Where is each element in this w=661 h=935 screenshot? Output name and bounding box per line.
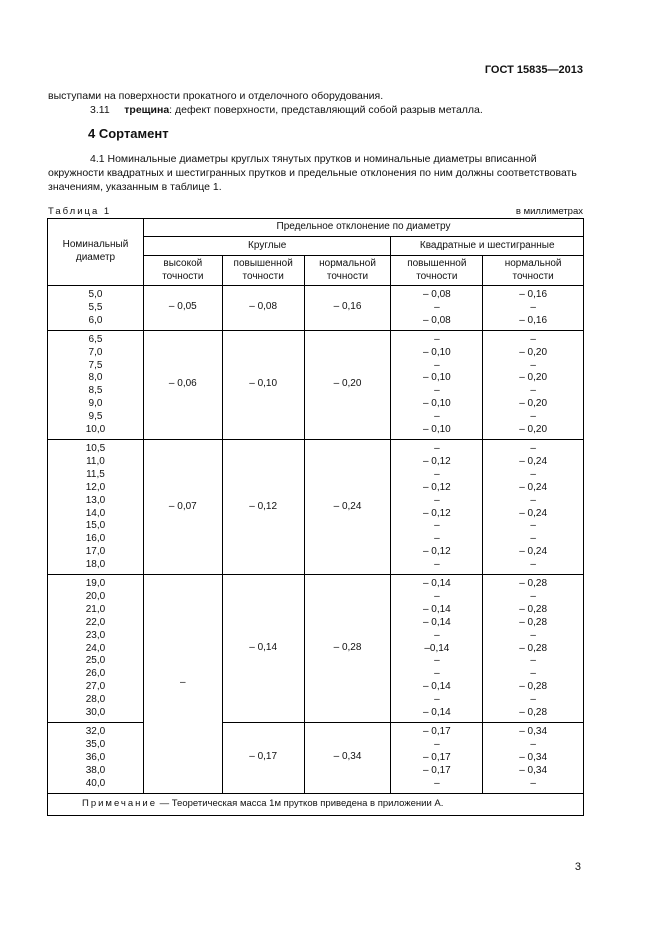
cell-line: – 0,20 [519, 424, 548, 436]
intro-line: выступами на поверхности прокатного и отделочного оборудования. [48, 90, 384, 102]
cell-line: 9,5 [88, 411, 103, 423]
table-row [48, 723, 584, 794]
cell-line: – [530, 442, 536, 454]
cell-line: 6,5 [88, 333, 103, 345]
definition-number: 3.11 [90, 104, 110, 116]
cell-line: 38,0 [85, 764, 106, 776]
cell-line: – 0,28 [519, 707, 548, 719]
cell-line: 11,0 [86, 455, 105, 467]
cell-line: – [530, 520, 536, 532]
cell-line: – 0,24 [519, 546, 548, 558]
section-paragraph: 4.1 Номинальные диаметры круглых тянутых прутков и номинальные диаметры вписанной окружности квадратных и шестигранных прутков и предельные отклонения по ним должны соответствовать значениям, указанным в таблице 1. [48, 153, 577, 193]
cell-line: 19,0 [85, 578, 106, 590]
cell-line: – 0,12 [422, 507, 451, 519]
cell-line: – 0,10 [422, 372, 451, 384]
table-note [48, 793, 584, 816]
note-label: Примечание [82, 797, 157, 809]
header-high-precision: высокой точности [143, 256, 222, 286]
cell-line: – [530, 411, 536, 423]
cell-line: 27,0 [85, 681, 106, 693]
cell-line: – 0,34 [519, 726, 548, 737]
table-caption: Таблица 1 [48, 206, 112, 217]
cell-line: – [530, 668, 536, 680]
cell-line: – 0,24 [519, 481, 548, 493]
header-sq-normal-precision: нормальной точности [483, 256, 584, 286]
cell-line: – 0,14 [422, 707, 451, 719]
cell-line: 12,0 [85, 481, 106, 493]
cell-line: – [434, 468, 440, 480]
normal-precision-cell: – 0,24 [304, 439, 391, 574]
cell-line: – [530, 359, 536, 371]
cell-line: 10,0 [85, 424, 106, 436]
cell-line: – 0,20 [519, 372, 548, 384]
cell-line: – [434, 777, 440, 789]
header-deviation: Предельное отклонение по диаметру [143, 219, 583, 237]
cell-line: – [530, 333, 536, 345]
page-number: 3 [574, 861, 581, 873]
cell-line: – [530, 629, 536, 641]
normal-precision-cell: – 0,34 [304, 723, 391, 794]
sq-normal-cell [483, 575, 584, 723]
cell-line: – 0,12 [422, 546, 451, 558]
cell-line: 13,0 [85, 494, 106, 506]
cell-line: – 0,14 [422, 578, 451, 590]
cell-line: – 0,12 [422, 481, 451, 493]
sq-increased-cell [391, 439, 483, 574]
definition-term: трещина [124, 104, 170, 116]
cell-line: 8,5 [88, 385, 103, 397]
cell-line: – 0,28 [519, 642, 548, 654]
cell-line: – 0,34 [519, 751, 548, 763]
sq-increased-cell [391, 286, 483, 331]
increased-precision-cell: – 0,12 [222, 439, 304, 574]
definition-text: : дефект поверхности, представляющий собой разрыв металла. [169, 104, 483, 116]
cell-line: – [434, 629, 440, 641]
cell-line: – 0,28 [519, 681, 548, 693]
cell-line: – [530, 738, 536, 750]
diameter-cell [48, 330, 144, 439]
cell-line: – [434, 559, 440, 571]
cell-line: – [530, 385, 536, 397]
cell-line: 23,0 [85, 629, 106, 641]
note-text: — Теоретическая масса 1м прутков приведена в приложении А. [157, 797, 444, 809]
cell-line: – 0,16 [519, 289, 548, 300]
cell-line: – [434, 442, 440, 454]
table-unit: в миллиметрах [515, 206, 583, 217]
cell-line: – 0,14 [422, 681, 451, 693]
cell-line: 24,0 [85, 642, 106, 654]
sq-normal-cell [483, 330, 584, 439]
cell-line: 25,0 [85, 655, 106, 667]
cell-line: 32,0 [85, 726, 106, 737]
cell-line: – [530, 494, 536, 506]
normal-precision-cell: – 0,16 [304, 286, 391, 331]
cell-line: 22,0 [85, 616, 106, 628]
cell-line: 16,0 [85, 533, 106, 545]
cell-line: 14,0 [85, 507, 106, 519]
cell-line: – 0,17 [422, 751, 451, 763]
cell-line: – 0,14 [422, 616, 451, 628]
sq-increased-cell [391, 330, 483, 439]
header-nominal: Номинальный диаметр [48, 219, 144, 286]
section-title: 4 Сортамент [88, 126, 169, 141]
cell-line: – 0,28 [519, 616, 548, 628]
cell-line: 26,0 [85, 668, 106, 680]
cell-line: – 0,20 [519, 398, 548, 410]
high-precision-cell: – [143, 575, 222, 794]
cell-line: – 0,28 [519, 603, 548, 615]
cell-line: – [434, 494, 440, 506]
normal-precision-cell: – 0,20 [304, 330, 391, 439]
diameter-cell [48, 575, 144, 723]
cell-line: 21,0 [85, 603, 106, 615]
cell-line: – 0,24 [519, 455, 548, 467]
cell-line: 36,0 [85, 751, 106, 763]
cell-line: – 0,14 [422, 603, 451, 615]
table-row [48, 575, 584, 723]
header-normal-precision: нормальной точности [304, 256, 391, 286]
cell-line: – 0,20 [519, 346, 548, 358]
cell-line: 35,0 [85, 738, 106, 750]
table-row [48, 286, 584, 331]
sq-normal-cell [483, 439, 584, 574]
cell-line: 28,0 [85, 694, 106, 706]
cell-line: 10,5 [85, 442, 106, 454]
cell-line: – [530, 655, 536, 667]
table-row [48, 330, 584, 439]
increased-precision-cell: – 0,17 [222, 723, 304, 794]
cell-line: – [530, 533, 536, 545]
sq-normal-cell [483, 286, 584, 331]
cell-line: 11,5 [86, 468, 105, 480]
header-sq-increased-precision: повышенной точности [391, 256, 483, 286]
high-precision-cell: – 0,05 [143, 286, 222, 331]
cell-line: – 0,12 [422, 455, 451, 467]
cell-line: – 0,16 [519, 314, 548, 326]
high-precision-cell: – 0,07 [143, 439, 222, 574]
cell-line: – [434, 533, 440, 545]
definition-item [90, 103, 483, 118]
cell-line: – 0,34 [519, 764, 548, 776]
cell-line: – 0,10 [422, 346, 451, 358]
cell-line: – [434, 359, 440, 371]
cell-line: – [434, 411, 440, 423]
high-precision-cell: – 0,06 [143, 330, 222, 439]
cell-line: – [530, 301, 536, 313]
increased-precision-cell: – 0,14 [222, 575, 304, 723]
cell-line: – [434, 655, 440, 667]
cell-line: 8,0 [88, 372, 103, 384]
cell-line: 6,0 [88, 314, 103, 326]
cell-line: – 0,10 [422, 424, 451, 436]
data-table [47, 218, 584, 816]
cell-line: – [434, 738, 440, 750]
cell-line: – 0,10 [422, 398, 451, 410]
sq-increased-cell [391, 575, 483, 723]
cell-line: 5,5 [88, 301, 103, 313]
increased-precision-cell: – 0,10 [222, 330, 304, 439]
cell-line: – [530, 694, 536, 706]
header-round: Круглые [143, 237, 390, 256]
header-increased-precision: повышенной точности [222, 256, 304, 286]
sq-increased-cell [391, 723, 483, 794]
cell-line: 18,0 [85, 559, 106, 571]
cell-line: – [434, 520, 440, 532]
cell-line: – 0,24 [519, 507, 548, 519]
cell-line: – [530, 777, 536, 789]
cell-line: – 0,08 [422, 289, 451, 300]
cell-line: – [530, 559, 536, 571]
cell-line: 7,5 [88, 359, 103, 371]
cell-line: 15,0 [85, 520, 106, 532]
cell-line: –0,14 [424, 642, 450, 654]
cell-line: – [434, 333, 440, 345]
cell-line: – [434, 301, 440, 313]
cell-line: – [434, 694, 440, 706]
diameter-cell [48, 723, 144, 794]
cell-line: – [530, 468, 536, 480]
cell-line: 17,0 [85, 546, 106, 558]
document-code: ГОСТ 15835—2013 [484, 64, 583, 76]
cell-line: – 0,17 [422, 726, 451, 737]
cell-line: 40,0 [85, 777, 106, 789]
cell-line: – [434, 385, 440, 397]
cell-line: – 0,08 [422, 314, 451, 326]
cell-line: 5,0 [88, 289, 103, 300]
cell-line: – [434, 590, 440, 602]
cell-line: – [434, 668, 440, 680]
cell-line: 30,0 [85, 707, 106, 719]
header-square: Квадратные и шестигранные [391, 237, 584, 256]
cell-line: – 0,28 [519, 578, 548, 590]
cell-line: 20,0 [85, 590, 106, 602]
increased-precision-cell: – 0,08 [222, 286, 304, 331]
normal-precision-cell: – 0,28 [304, 575, 391, 723]
diameter-cell [48, 439, 144, 574]
table-row [48, 439, 584, 574]
sq-normal-cell [483, 723, 584, 794]
cell-line: – 0,17 [422, 764, 451, 776]
cell-line: – [530, 590, 536, 602]
cell-line: 9,0 [88, 398, 103, 410]
diameter-cell [48, 286, 144, 331]
cell-line: 7,0 [88, 346, 103, 358]
